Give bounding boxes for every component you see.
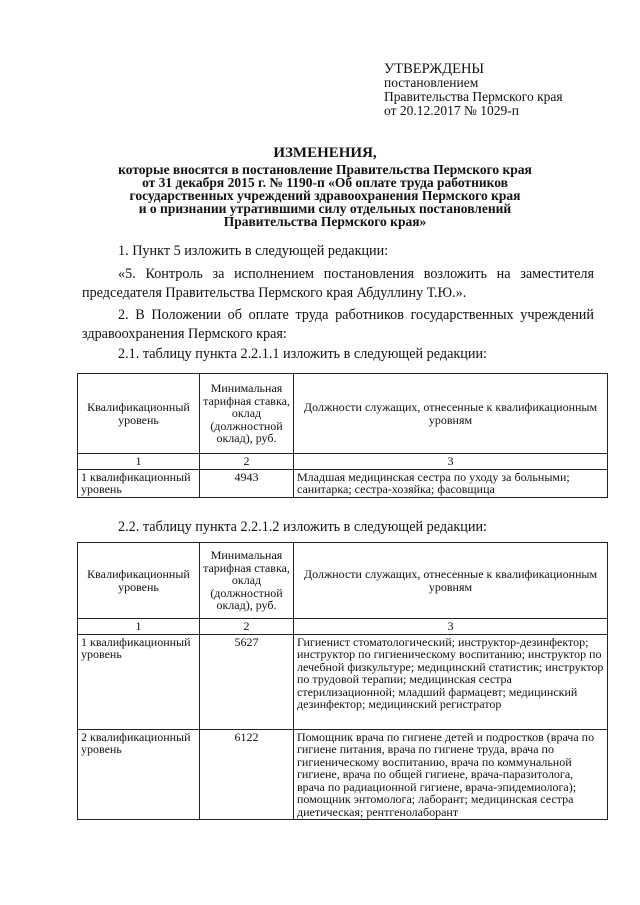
column-number: 1 xyxy=(78,454,200,470)
cell-positions: Гигиенист стоматологический; инструктор-дезинфектор; инструктор по гигиеническому воспитанию; инструктор по лечебной физкультуре; медицинский статистик; инструктор по трудовой терапии; медицинская сестра стерилизационной; младший фармацевт; медицинский дезинфектор; медицинский регистратор xyxy=(294,634,608,729)
paragraph-1: 1. Пункт 5 изложить в следующей редакции: xyxy=(118,243,389,259)
cell-level: 2 квалификационный уровень xyxy=(78,729,200,820)
column-number: 2 xyxy=(200,454,294,470)
approval-date: от 20.12.2017 № 1029-п xyxy=(384,103,519,118)
subtitle-line: которые вносятся в постановление Правительства Пермского края xyxy=(118,162,532,177)
approval-block xyxy=(384,62,563,118)
document-title: ИЗМЕНЕНИЯ, xyxy=(273,145,377,161)
table-header-row xyxy=(78,374,608,454)
cell-level: 1 квалификационный уровень xyxy=(78,634,200,729)
subtitle-line: и о признании утратившими силу отдельных постановлений xyxy=(138,201,512,216)
column-number: 3 xyxy=(294,619,608,635)
approval-line: постановлением xyxy=(384,75,479,90)
header-level: Квалификационный уровень xyxy=(78,543,200,619)
paragraph-5: 2.2. таблицу пункта 2.2.1.2 изложить в следующей редакции: xyxy=(118,519,487,535)
approval-heading: УТВЕРЖДЕНЫ xyxy=(384,61,485,77)
approval-line: Правительства Пермского края xyxy=(384,89,563,104)
header-rate: Минимальная тарифная ставка, оклад (должностной оклад), руб. xyxy=(200,543,294,619)
cell-positions: Младшая медицинская сестра по уходу за больными; санитарка; сестра-хозяйка; фасовщица xyxy=(294,469,608,497)
subtitle-line: Правительства Пермского края» xyxy=(223,214,427,229)
paragraph-3: 2. В Положении об оплате труда работников государственных учреждений здравоохранения Пермского края: xyxy=(82,307,594,342)
table-header-row xyxy=(78,543,608,619)
table-qualification-1 xyxy=(77,373,608,498)
table-row xyxy=(78,469,608,497)
cell-rate: 5627 xyxy=(200,634,294,729)
paragraph-2: «5. Контроль за исполнением постановления возложить на заместителя председателя Правительства Пермского края Абдуллину Т.Ю.». xyxy=(82,266,594,301)
cell-rate: 4943 xyxy=(200,469,294,497)
cell-positions: Помощник врача по гигиене детей и подростков (врача по гигиене питания, врача по гигиене труда, врача по гигиеническому воспитанию, врача по коммунальной гигиене, врача по общей гигиене, врача-паразитолога, врача по радиационной гигиене, врача-эпидемиолога); помощник энтомолога; лаборант; медицинская сестра диетическая; рентгенолаборант xyxy=(294,729,608,820)
table-qualification-2 xyxy=(77,542,608,820)
subtitle-line: от 31 декабря 2015 г. № 1190-п «Об оплате труда работников xyxy=(142,175,508,190)
column-number: 3 xyxy=(294,454,608,470)
header-positions: Должности служащих, отнесенные к квалификационным уровням xyxy=(294,543,608,619)
table-row xyxy=(78,634,608,729)
cell-rate: 6122 xyxy=(200,729,294,820)
header-positions: Должности служащих, отнесенные к квалификационным уровням xyxy=(294,374,608,454)
cell-level: 1 квалификационный уровень xyxy=(78,469,200,497)
header-rate: Минимальная тарифная ставка, оклад (должностной оклад), руб. xyxy=(200,374,294,454)
table-number-row xyxy=(78,619,608,635)
document-subtitle xyxy=(60,163,590,228)
column-number: 2 xyxy=(200,619,294,635)
column-number: 1 xyxy=(78,619,200,635)
table-row xyxy=(78,729,608,820)
subtitle-line: государственных учреждений здравоохранения Пермского края xyxy=(129,188,521,203)
header-level: Квалификационный уровень xyxy=(78,374,200,454)
table-number-row xyxy=(78,454,608,470)
paragraph-4: 2.1. таблицу пункта 2.2.1.1 изложить в следующей редакции: xyxy=(118,346,487,362)
